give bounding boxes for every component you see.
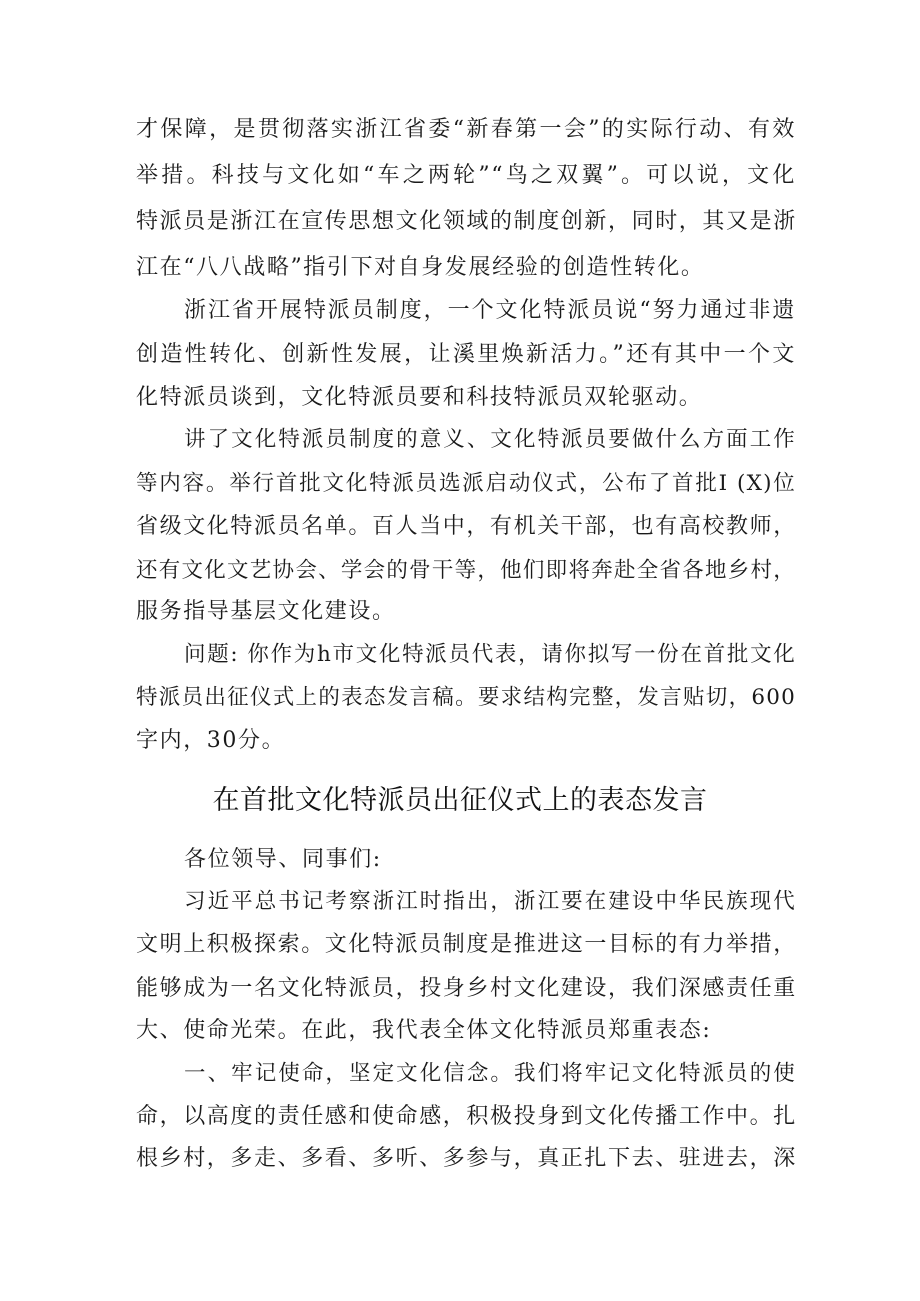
question-line: 字内，30分。 [136, 728, 286, 753]
question-line: 特派员出征仪式上的表态发言稿。要求结构完整，发言贴切，600 [136, 685, 796, 710]
paragraph-line: 等内容。举行首批文化特派员选派启动仪式，公布了首批I (X)位 [136, 471, 796, 496]
paragraph-line: 还有文化文艺协会、学会的骨干等，他们即将奔赴全省各地乡村， [136, 558, 796, 583]
paragraph-line: 讲了文化特派员制度的意义、文化特派员要做什么方面工作 [184, 427, 796, 452]
paragraph-line: 江在“八八战略”指引下对自身发展经验的创造性转化。 [136, 255, 705, 280]
question-line: 问题: 你作为h市文化特派员代表，请你拟写一份在首批文化 [184, 642, 796, 667]
speech-salutation: 各位领导、同事们: [184, 847, 382, 872]
paragraph-line: 特派员是浙江在宣传思想文化领域的制度创新，同时，其又是浙 [136, 209, 797, 234]
speech-line: 一、牢记使命，坚定文化信念。我们将牢记文化特派员的使 [184, 1061, 796, 1086]
paragraph-line: 化特派员谈到，文化特派员要和科技特派员双轮驱动。 [136, 385, 703, 410]
paragraph-line: 浙江省开展特派员制度，一个文化特派员说“努力通过非遗 [184, 298, 796, 323]
speech-line: 文明上积极探索。文化特派员制度是推进这一目标的有力举措， [136, 932, 797, 957]
speech-line: 根乡村，多走、多看、多听、多参与，真正扎下去、驻进去，深 [136, 1146, 797, 1171]
speech-line: 能够成为一名文化特派员，投身乡村文化建设，我们深感责任重 [136, 976, 797, 1001]
paragraph-line: 省级文化特派员名单。百人当中，有机关干部，也有高校教师， [136, 514, 797, 539]
paragraph-line: 才保障，是贯彻落实浙江省委“新春第一会”的实际行动、有效 [136, 117, 796, 142]
speech-title: 在首批文化特派员出征仪式上的表态发言 [212, 785, 708, 816]
paragraph-line: 服务指导基层文化建设。 [136, 599, 396, 624]
speech-line: 习近平总书记考察浙江时指出，浙江要在建设中华民族现代 [184, 889, 796, 914]
paragraph-line: 创造性转化、创新性发展，让溪里焕新活力。”还有其中一个文 [136, 342, 796, 367]
paragraph-line: 举措。科技与文化如“车之两轮”“鸟之双翼”。可以说，文化 [136, 163, 796, 188]
speech-line: 大、使命光荣。在此，我代表全体文化特派员郑重表态: [136, 1018, 712, 1043]
speech-line: 命，以高度的责任感和使命感，积极投身到文化传播工作中。扎 [136, 1104, 797, 1129]
